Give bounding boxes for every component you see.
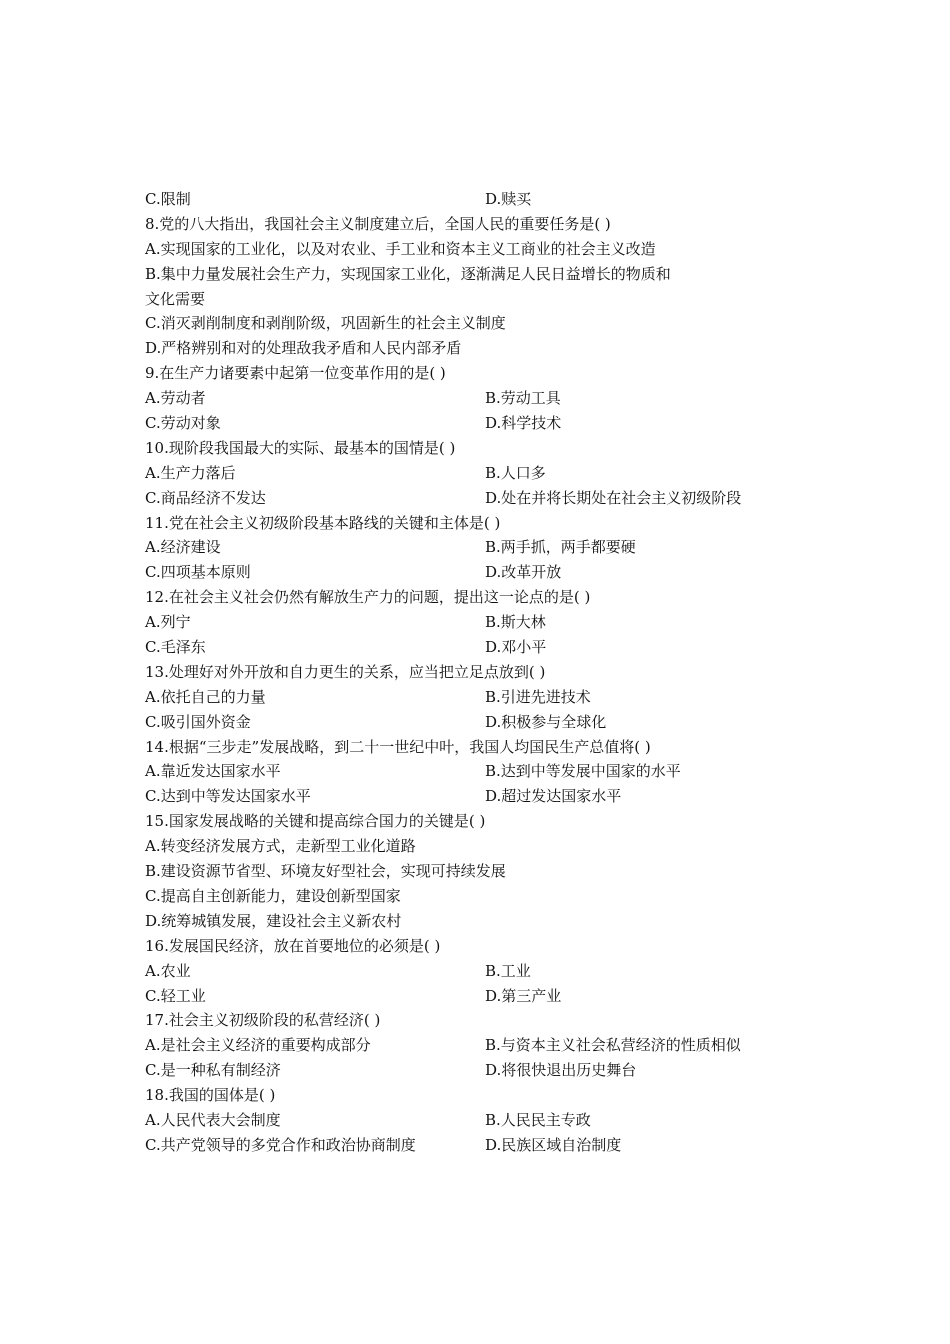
question-9-stem: 9.在生产力诸要素中起第一位变革作用的是( ) [145, 364, 446, 383]
question-12-stem: 12.在社会主义社会仍然有解放生产力的问题，提出这一论点的是( ) [145, 588, 591, 607]
question-16-options-cd [145, 984, 825, 1009]
question-16-options-ab [145, 959, 825, 984]
option-a: A.列宁 [145, 613, 191, 632]
option-b: B.引进先进技术 [485, 687, 591, 706]
option-a: A.依托自己的力量 [145, 687, 266, 706]
question-13-options-ab [145, 685, 825, 710]
option-a: A.是社会主义经济的重要构成部分 [145, 1036, 371, 1055]
question-8-option-b-continued: 文化需要 [145, 289, 206, 308]
option-d: D.将很快退出历史舞台 [485, 1061, 637, 1080]
option-c: C.四项基本原则 [145, 563, 251, 582]
option-d: D.第三产业 [485, 986, 562, 1005]
question-7-options-cd [145, 187, 825, 212]
question-17-options-ab [145, 1033, 825, 1058]
option-c: C.商品经济不发达 [145, 488, 266, 507]
option-b: B.人口多 [485, 463, 546, 482]
question-12-options-ab [145, 610, 825, 635]
option-b: B.斯大林 [485, 613, 546, 632]
question-8-option-a: A.实现国家的工业化，以及对农业、手工业和资本主义工商业的社会主义改造 [145, 239, 656, 258]
option-a: A.劳动者 [145, 389, 206, 408]
option-b: B.与资本主义社会私营经济的性质相似 [485, 1036, 741, 1055]
option-a: A.生产力落后 [145, 463, 236, 482]
question-15-option-b: B.建设资源节省型、环境友好型社会，实现可持续发展 [145, 862, 506, 881]
question-8-option-b: B.集中力量发展社会生产力，实现国家工业化，逐渐满足人民日益增长的物质和 [145, 264, 671, 283]
question-11-options-ab [145, 535, 825, 560]
option-c: C.达到中等发达国家水平 [145, 787, 311, 806]
question-18-options-cd [145, 1133, 825, 1158]
question-14-options-ab [145, 759, 825, 784]
option-c: C.毛泽东 [145, 638, 206, 657]
option-d: D.科学技术 [485, 414, 562, 433]
option-b: B.两手抓，两手都要硬 [485, 538, 636, 557]
option-c: C.轻工业 [145, 986, 206, 1005]
option-d: D.民族区域自治制度 [485, 1135, 622, 1154]
option-c: C.共产党领导的多党合作和政治协商制度 [145, 1135, 416, 1154]
question-10-options-ab [145, 461, 825, 486]
question-11-stem: 11.党在社会主义初级阶段基本路线的关键和主体是( ) [145, 513, 501, 532]
option-b: B.人民民主专政 [485, 1110, 591, 1129]
option-a: A.农业 [145, 961, 191, 980]
question-14-options-cd [145, 784, 825, 809]
question-18-options-ab [145, 1108, 825, 1133]
question-8-option-d: D.严格辨别和对的处理敌我矛盾和人民内部矛盾 [145, 339, 462, 358]
question-13-stem: 13.处理好对外开放和自力更生的关系，应当把立足点放到( ) [145, 662, 546, 681]
question-17-options-cd [145, 1058, 825, 1083]
option-d: D.积极参与全球化 [485, 712, 607, 731]
question-11-options-cd [145, 560, 825, 585]
option-c: C.是一种私有制经济 [145, 1061, 281, 1080]
exam-page [145, 187, 825, 1158]
option-d: D.处在并将长期处在社会主义初级阶段 [485, 488, 742, 507]
question-15-option-c: C.提高自主创新能力，建设创新型国家 [145, 886, 401, 905]
option-d: D.超过发达国家水平 [485, 787, 622, 806]
option-b: B.劳动工具 [485, 389, 561, 408]
question-10-options-cd [145, 486, 825, 511]
question-14-stem: 14.根据“三步走”发展战略，到二十一世纪中叶，我国人均国民生产总值将( ) [145, 737, 651, 756]
question-15-stem: 15.国家发展战略的关键和提高综合国力的关键是( ) [145, 812, 486, 831]
option-a: A.人民代表大会制度 [145, 1110, 281, 1129]
option-c: C.限制 [145, 190, 191, 208]
question-8-option-c: C.消灭剥削制度和剥削阶级，巩固新生的社会主义制度 [145, 314, 506, 333]
question-18-stem: 18.我国的国体是( ) [145, 1086, 276, 1105]
question-17-stem: 17.社会主义初级阶段的私营经济( ) [145, 1011, 381, 1030]
option-b: B.工业 [485, 961, 531, 980]
question-13-options-cd [145, 710, 825, 735]
option-a: A.经济建设 [145, 538, 221, 557]
question-16-stem: 16.发展国民经济，放在首要地位的必须是( ) [145, 936, 441, 955]
option-b: B.达到中等发展中国家的水平 [485, 762, 681, 781]
option-c: C.吸引国外资金 [145, 712, 251, 731]
question-9-options-cd [145, 411, 825, 436]
option-c: C.劳动对象 [145, 414, 221, 433]
option-d: D.赎买 [485, 190, 532, 208]
option-d: D.改革开放 [485, 563, 562, 582]
question-15-option-a: A.转变经济发展方式，走新型工业化道路 [145, 837, 416, 856]
question-10-stem: 10.现阶段我国最大的实际、最基本的国情是( ) [145, 438, 456, 457]
question-8-stem: 8.党的八大指出，我国社会主义制度建立后，全国人民的重要任务是( ) [145, 214, 611, 233]
question-15-option-d: D.统筹城镇发展，建设社会主义新农村 [145, 911, 402, 930]
question-9-options-ab [145, 386, 825, 411]
question-12-options-cd [145, 635, 825, 660]
option-d: D.邓小平 [485, 638, 547, 657]
option-a: A.靠近发达国家水平 [145, 762, 281, 781]
